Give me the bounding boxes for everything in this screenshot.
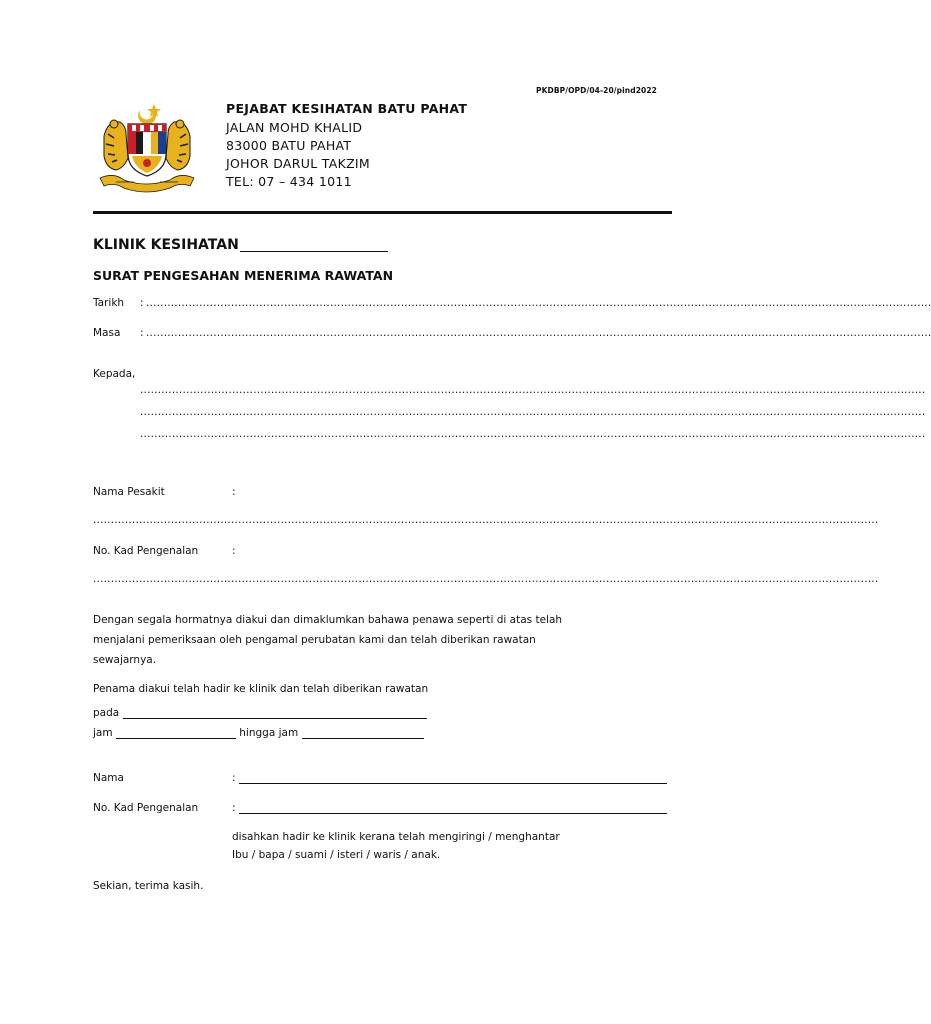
- jam-end-blank[interactable]: [302, 727, 424, 739]
- reference-code: PKDBP/OPD/04-20/pind2022: [536, 86, 657, 95]
- clinic-name-blank[interactable]: [240, 237, 388, 252]
- tarikh-colon: :: [140, 297, 144, 309]
- kepada-line-2[interactable]: ..............................................................................................................................................................................................................................: [140, 406, 926, 418]
- escort-kad-row: [232, 802, 667, 814]
- kad-pengenalan-field[interactable]: ..............................................................................................................................................................................................................................: [93, 573, 879, 585]
- clinic-heading: [93, 237, 388, 253]
- masa-field[interactable]: ..............................................................................................................................................................................................................................: [146, 327, 931, 339]
- tarikh-field[interactable]: ..............................................................................................................................................................................................................................: [146, 297, 931, 309]
- confirmation-paragraph: Dengan segala hormatnya diakui dan dimaklumkan bahawa penawa seperti di atas telah menjalani pemeriksaan oleh pengamal perubatan kami dan telah diberikan rawatan sewajarnya.: [93, 614, 563, 666]
- document-title: SURAT PENGESAHAN MENERIMA RAWATAN: [93, 268, 394, 283]
- kad-pengenalan-label: No. Kad Pengenalan: [93, 545, 199, 557]
- address-state: JOHOR DARUL TAKZIM: [226, 156, 370, 171]
- escort-kad-colon: :: [232, 802, 236, 814]
- escort-nama-colon: :: [232, 772, 236, 784]
- jam-row: [93, 727, 424, 739]
- clinic-label: KLINIK KESIHATAN: [93, 237, 239, 253]
- kad-pengenalan-colon: :: [232, 545, 236, 557]
- escort-nama-blank[interactable]: [239, 772, 667, 784]
- escort-confirm-line-2: Ibu / bapa / suami / isteri / waris / anak.: [232, 849, 441, 861]
- office-name: PEJABAT KESIHATAN BATU PAHAT: [226, 101, 468, 116]
- address-postcode-city: 83000 BATU PAHAT: [226, 138, 352, 153]
- escort-confirm-line-1: disahkan hadir ke klinik kerana telah mengiringi / menghantar: [232, 831, 560, 843]
- kepada-label: Kepada,: [93, 368, 136, 380]
- jam-start-blank[interactable]: [116, 727, 236, 739]
- office-telephone: TEL: 07 – 434 1011: [226, 174, 352, 189]
- header-divider: [93, 211, 672, 214]
- pada-row: [93, 707, 427, 719]
- escort-nama-row: [232, 772, 667, 784]
- closing-text: Sekian, terima kasih.: [93, 880, 204, 892]
- attendance-statement: Penama diakui telah hadir ke klinik dan telah diberikan rawatan: [93, 683, 429, 695]
- escort-kad-blank[interactable]: [239, 802, 667, 814]
- pada-label: pada: [93, 707, 120, 719]
- nama-pesakit-field[interactable]: ..............................................................................................................................................................................................................................: [93, 514, 879, 526]
- masa-label: Masa: [93, 327, 121, 339]
- nama-pesakit-colon: :: [232, 486, 236, 498]
- pada-date-blank[interactable]: [123, 707, 427, 719]
- hingga-label: hingga jam: [239, 727, 299, 739]
- escort-kad-label: No. Kad Pengenalan: [93, 802, 199, 814]
- kepada-line-3[interactable]: ..............................................................................................................................................................................................................................: [140, 428, 926, 440]
- address-street: JALAN MOHD KHALID: [226, 120, 363, 135]
- nama-pesakit-label: Nama Pesakit: [93, 486, 165, 498]
- kepada-line-1[interactable]: ..............................................................................................................................................................................................................................: [140, 384, 926, 396]
- jam-label: jam: [93, 727, 113, 739]
- tarikh-label: Tarikh: [93, 297, 125, 309]
- coat-of-arms-logo: [96, 100, 198, 192]
- escort-nama-label: Nama: [93, 772, 124, 784]
- masa-colon: :: [140, 327, 144, 339]
